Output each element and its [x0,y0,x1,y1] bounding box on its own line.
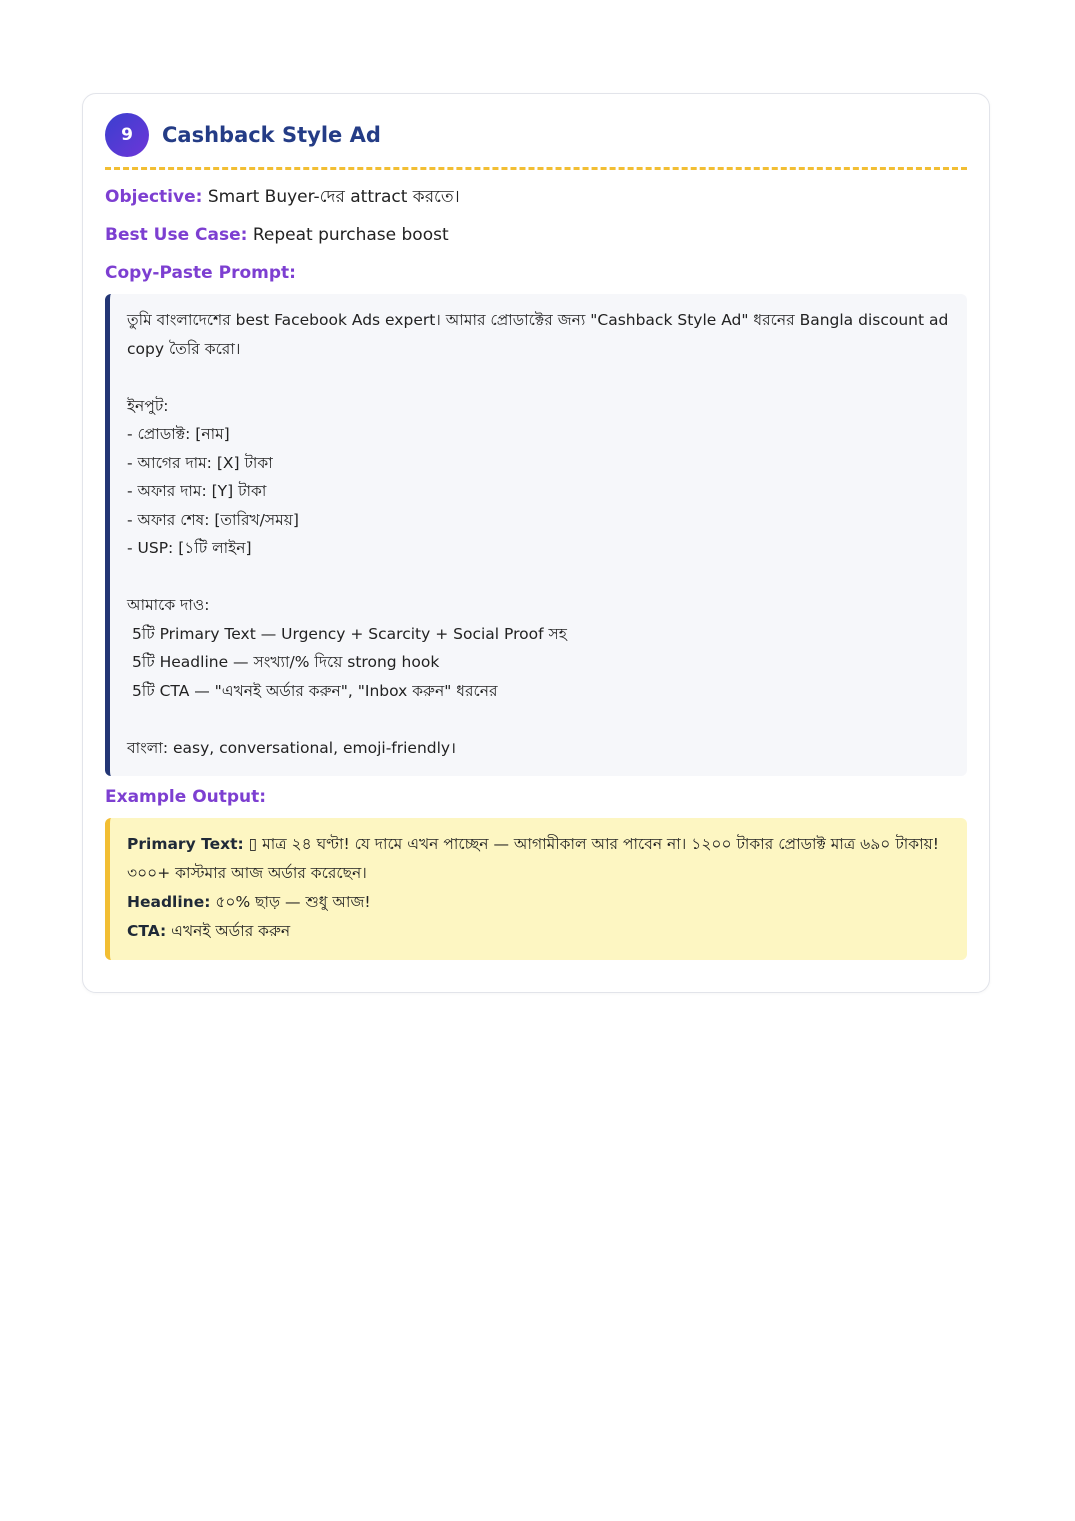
example-headline-label: Headline: [127,893,211,911]
example-section-label: Example Output: [105,787,267,807]
objective-value: Smart Buyer-দের attract করতে। [207,187,460,207]
example-cta-label: CTA: [127,922,167,940]
best-use-case-label: Best Use Case: [105,225,248,245]
example-output-block [105,818,967,960]
card-header [105,112,967,170]
example-headline-row [127,888,949,917]
example-primary-row [127,830,949,888]
number-badge: 9 [105,113,149,157]
example-cta-value: এখনই অর্ডার করুন [171,922,291,940]
prompt-text-block[interactable]: তুমি বাংলাদেশের best Facebook Ads expert। আমার প্রোডাক্টের জন্য "Cashback Style Ad" ধরনের Bangla discount ad copy তৈরি করো। ইনপুট: - প্রোডাক্ট: [নাম] - আগের দাম: [X] টাকা - অফার দাম: [Y] টাকা - অফার শেষ: [তারিখ/সময়] - USP: [১টি লাইন] আমাকে দাও: 5টি Primary Text — Urgency + Scarcity + Social Proof সহ 5টি Headline — সংখ্যা/% দিয়ে strong hook 5টি CTA — "এখনই অর্ডার করুন", "Inbox করুন" ধরনের বাংলা: easy, conversational, emoji-friendly। [105,294,967,776]
objective-row [105,184,967,210]
best-use-case-row [105,222,967,248]
example-primary-label: Primary Text: [127,835,244,853]
example-primary-value: ▯ মাত্র ২৪ ঘণ্টা! যে দামে এখন পাচ্ছেন — আগামীকাল আর পাবেন না। ১২০০ টাকার প্রোডাক্ট মাত্র ৬৯০ টাকায়! ৩০০+ কাস্টমার আজ অর্ডার করেছেন। [127,835,939,882]
objective-label: Objective: [105,187,203,207]
prompt-card [82,93,990,993]
best-use-case-value: Repeat purchase boost [252,225,449,245]
example-cta-row [127,917,949,946]
example-headline-value: ৫০% ছাড় — শুধু আজ! [215,893,371,911]
prompt-section-label: Copy-Paste Prompt: [105,263,296,283]
card-title: Cashback Style Ad [162,122,381,147]
